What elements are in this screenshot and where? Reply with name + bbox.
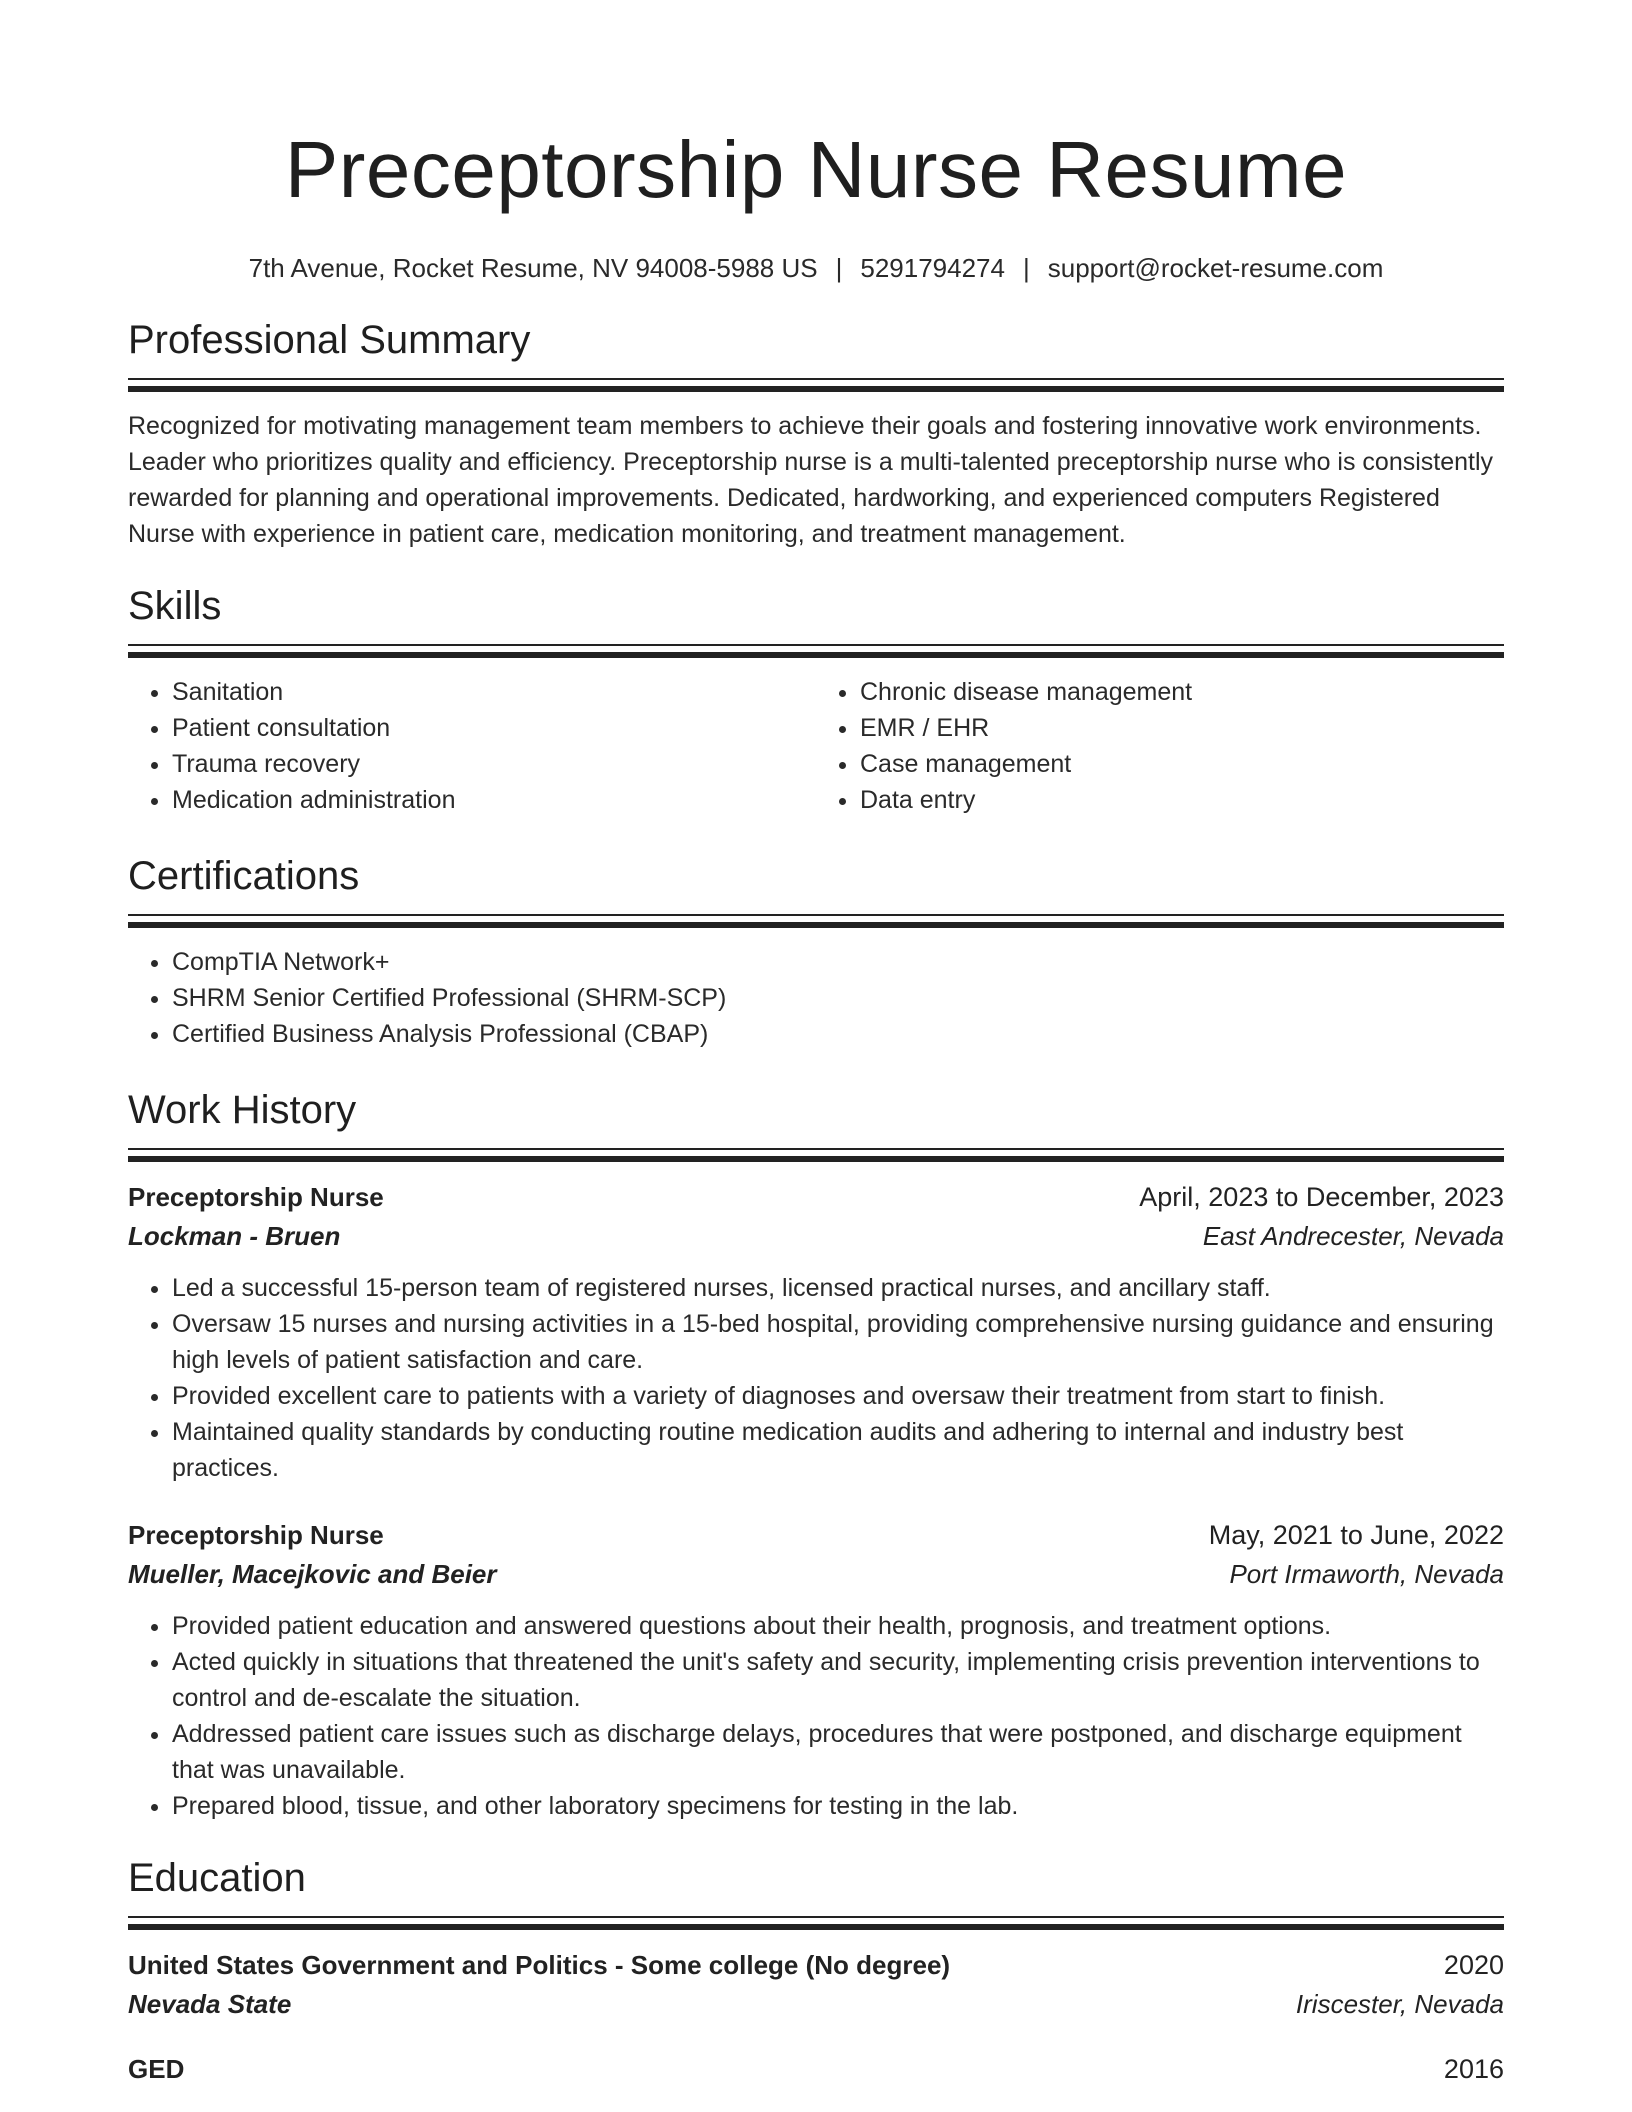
contact-address: 7th Avenue, Rocket Resume, NV 94008-5988 US	[248, 253, 818, 283]
summary-text: Recognized for motivating management team members to achieve their goals and fostering innovative work environments. Leader who prioritizes quality and efficiency. Preceptorship nurse is a multi-talented preceptorship nurse who is consistently rewarded for planning and operational improvements. Dedicated, hardworking, and experienced computers Registered Nurse with experience in patient care, medication monitoring, and treatment management.	[128, 412, 1494, 548]
contact-email: support@rocket-resume.com	[1047, 253, 1384, 283]
section-heading-education: Education	[128, 1856, 306, 1900]
certification-item: • SHRM Senior Certified Professional (SHRM-SCP)	[172, 980, 1504, 1016]
certifications-list	[128, 944, 1504, 1052]
resume-title: Preceptorship Nurse Resume	[284, 125, 1348, 214]
contact-phone: 5291794274	[860, 253, 1005, 283]
job-bullets	[128, 1608, 1504, 1824]
education-location: Iriscester, Nevada	[1295, 1989, 1504, 2019]
skill-item: • Trauma recovery	[172, 746, 816, 782]
job-bullet: • Acted quickly in situations that threatened the unit's safety and security, implementing crisis prevention interventions to control and de-escalate the situation.	[172, 1644, 1504, 1716]
contact-separator: |	[1022, 253, 1030, 283]
job-title: Preceptorship Nurse	[128, 1520, 384, 1550]
section-divider	[128, 1916, 1504, 1930]
section-divider	[128, 378, 1504, 392]
job-company: Mueller, Macejkovic and Beier	[128, 1559, 497, 1589]
skill-item: • Patient consultation	[172, 710, 816, 746]
section-heading-summary: Professional Summary	[128, 318, 531, 362]
skill-item: • Data entry	[860, 782, 1504, 818]
contact-separator: |	[835, 253, 843, 283]
job-entry	[128, 1516, 1504, 1824]
section-heading-skills: Skills	[128, 584, 222, 628]
skills-list	[128, 674, 1504, 818]
section-divider	[128, 644, 1504, 658]
contact-line	[128, 250, 1504, 286]
work-history-section	[128, 1084, 1504, 1824]
job-dates: April, 2023 to December, 2023	[1139, 1182, 1504, 1212]
job-dates: May, 2021 to June, 2022	[1208, 1520, 1504, 1550]
education-entry	[128, 2050, 1504, 2088]
job-location: East Andrecester, Nevada	[1202, 1221, 1504, 1251]
job-bullet: • Prepared blood, tissue, and other laboratory specimens for testing in the lab.	[172, 1788, 1504, 1824]
job-entry	[128, 1178, 1504, 1486]
skill-item: • Medication administration	[172, 782, 816, 818]
job-bullet: • Maintained quality standards by conducting routine medication audits and adhering to internal and industry best practices.	[172, 1414, 1504, 1486]
education-degree: United States Government and Politics - Some college (No degree)	[128, 1950, 951, 1980]
section-heading-work: Work History	[128, 1088, 357, 1132]
education-entry	[128, 1946, 1504, 2024]
job-bullet: • Provided excellent care to patients with a variety of diagnoses and oversaw their treatment from start to finish.	[172, 1378, 1504, 1414]
education-section	[128, 1852, 1504, 2088]
section-divider	[128, 1148, 1504, 1162]
skill-item: • Sanitation	[172, 674, 816, 710]
education-year: 2020	[1443, 1950, 1504, 1980]
certification-item: • Certified Business Analysis Professional (CBAP)	[172, 1016, 1504, 1052]
skill-item: • Chronic disease management	[860, 674, 1504, 710]
job-bullet: • Addressed patient care issues such as discharge delays, procedures that were postponed, and discharge equipment that was unavailable.	[172, 1716, 1504, 1788]
job-bullet: • Oversaw 15 nurses and nursing activities in a 15-bed hospital, providing comprehensive nursing guidance and ensuring high levels of patient satisfaction and care.	[172, 1306, 1504, 1378]
skills-column-left	[128, 674, 816, 818]
job-title: Preceptorship Nurse	[128, 1182, 384, 1212]
job-bullets	[128, 1270, 1504, 1486]
skills-column-right	[816, 674, 1504, 818]
section-divider	[128, 914, 1504, 928]
skill-item: • Case management	[860, 746, 1504, 782]
certifications-section	[128, 850, 1504, 1052]
certification-item: • CompTIA Network+	[172, 944, 1504, 980]
job-bullet: • Led a successful 15-person team of registered nurses, licensed practical nurses, and ancillary staff.	[172, 1270, 1504, 1306]
job-location: Port Irmaworth, Nevada	[1229, 1559, 1504, 1589]
summary-section	[128, 314, 1504, 552]
education-degree: GED	[128, 2054, 185, 2084]
job-company: Lockman - Bruen	[128, 1221, 341, 1251]
education-school: Nevada State	[128, 1989, 292, 2019]
education-year: 2016	[1443, 2054, 1504, 2084]
skills-section	[128, 580, 1504, 818]
skill-item: • EMR / EHR	[860, 710, 1504, 746]
section-heading-certifications: Certifications	[128, 854, 360, 898]
job-bullet: • Provided patient education and answered questions about their health, prognosis, and treatment options.	[172, 1608, 1504, 1644]
